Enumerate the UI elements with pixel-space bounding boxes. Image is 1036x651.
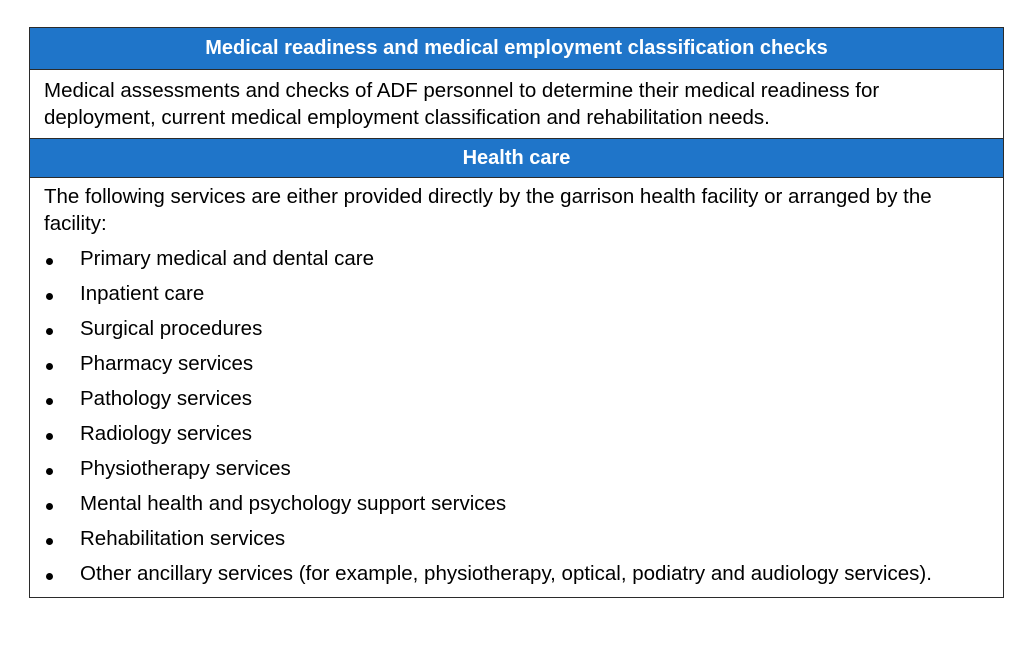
list-item <box>44 346 989 381</box>
health-care-intro: The following services are either provided directly by the garrison health facility or arranged by the facility: <box>44 185 932 235</box>
list-item-label: Other ancillary services (for example, physiotherapy, optical, podiatry and audiology services). <box>80 562 932 585</box>
list-item <box>44 416 989 451</box>
list-item <box>44 556 989 591</box>
services-list <box>44 241 989 591</box>
list-item-label: Primary medical and dental care <box>80 247 374 270</box>
list-item <box>44 451 989 486</box>
list-item <box>44 276 989 311</box>
section-heading-medical-readiness: Medical readiness and medical employment classification checks <box>30 28 1003 70</box>
bullet-icon <box>46 433 53 440</box>
list-item-label: Pharmacy services <box>80 352 254 375</box>
list-item-label: Pathology services <box>80 387 253 410</box>
list-item <box>44 486 989 521</box>
services-table <box>29 27 1004 598</box>
list-item <box>44 521 989 556</box>
bullet-icon <box>46 538 53 545</box>
list-item-label: Mental health and psychology support services <box>80 492 507 515</box>
list-item-label: Surgical procedures <box>80 317 263 340</box>
bullet-icon <box>46 468 53 475</box>
list-item-label: Radiology services <box>80 422 253 445</box>
bullet-icon <box>46 503 53 510</box>
section-body-medical-readiness: Medical assessments and checks of ADF personnel to determine their medical readiness for deployment, current medical employment classification and rehabilitation needs. <box>30 70 1003 138</box>
bullet-icon <box>46 258 53 265</box>
bullet-icon <box>46 398 53 405</box>
section-heading-health-care: Health care <box>30 138 1003 178</box>
list-item-label: Rehabilitation services <box>80 527 286 550</box>
bullet-icon <box>46 363 53 370</box>
section-body-health-care <box>30 178 1003 597</box>
bullet-icon <box>46 328 53 335</box>
list-item <box>44 381 989 416</box>
list-item-label: Inpatient care <box>80 282 205 305</box>
list-item-label: Physiotherapy services <box>80 457 291 480</box>
list-item <box>44 311 989 346</box>
list-item <box>44 241 989 276</box>
bullet-icon <box>46 573 53 580</box>
bullet-icon <box>46 293 53 300</box>
